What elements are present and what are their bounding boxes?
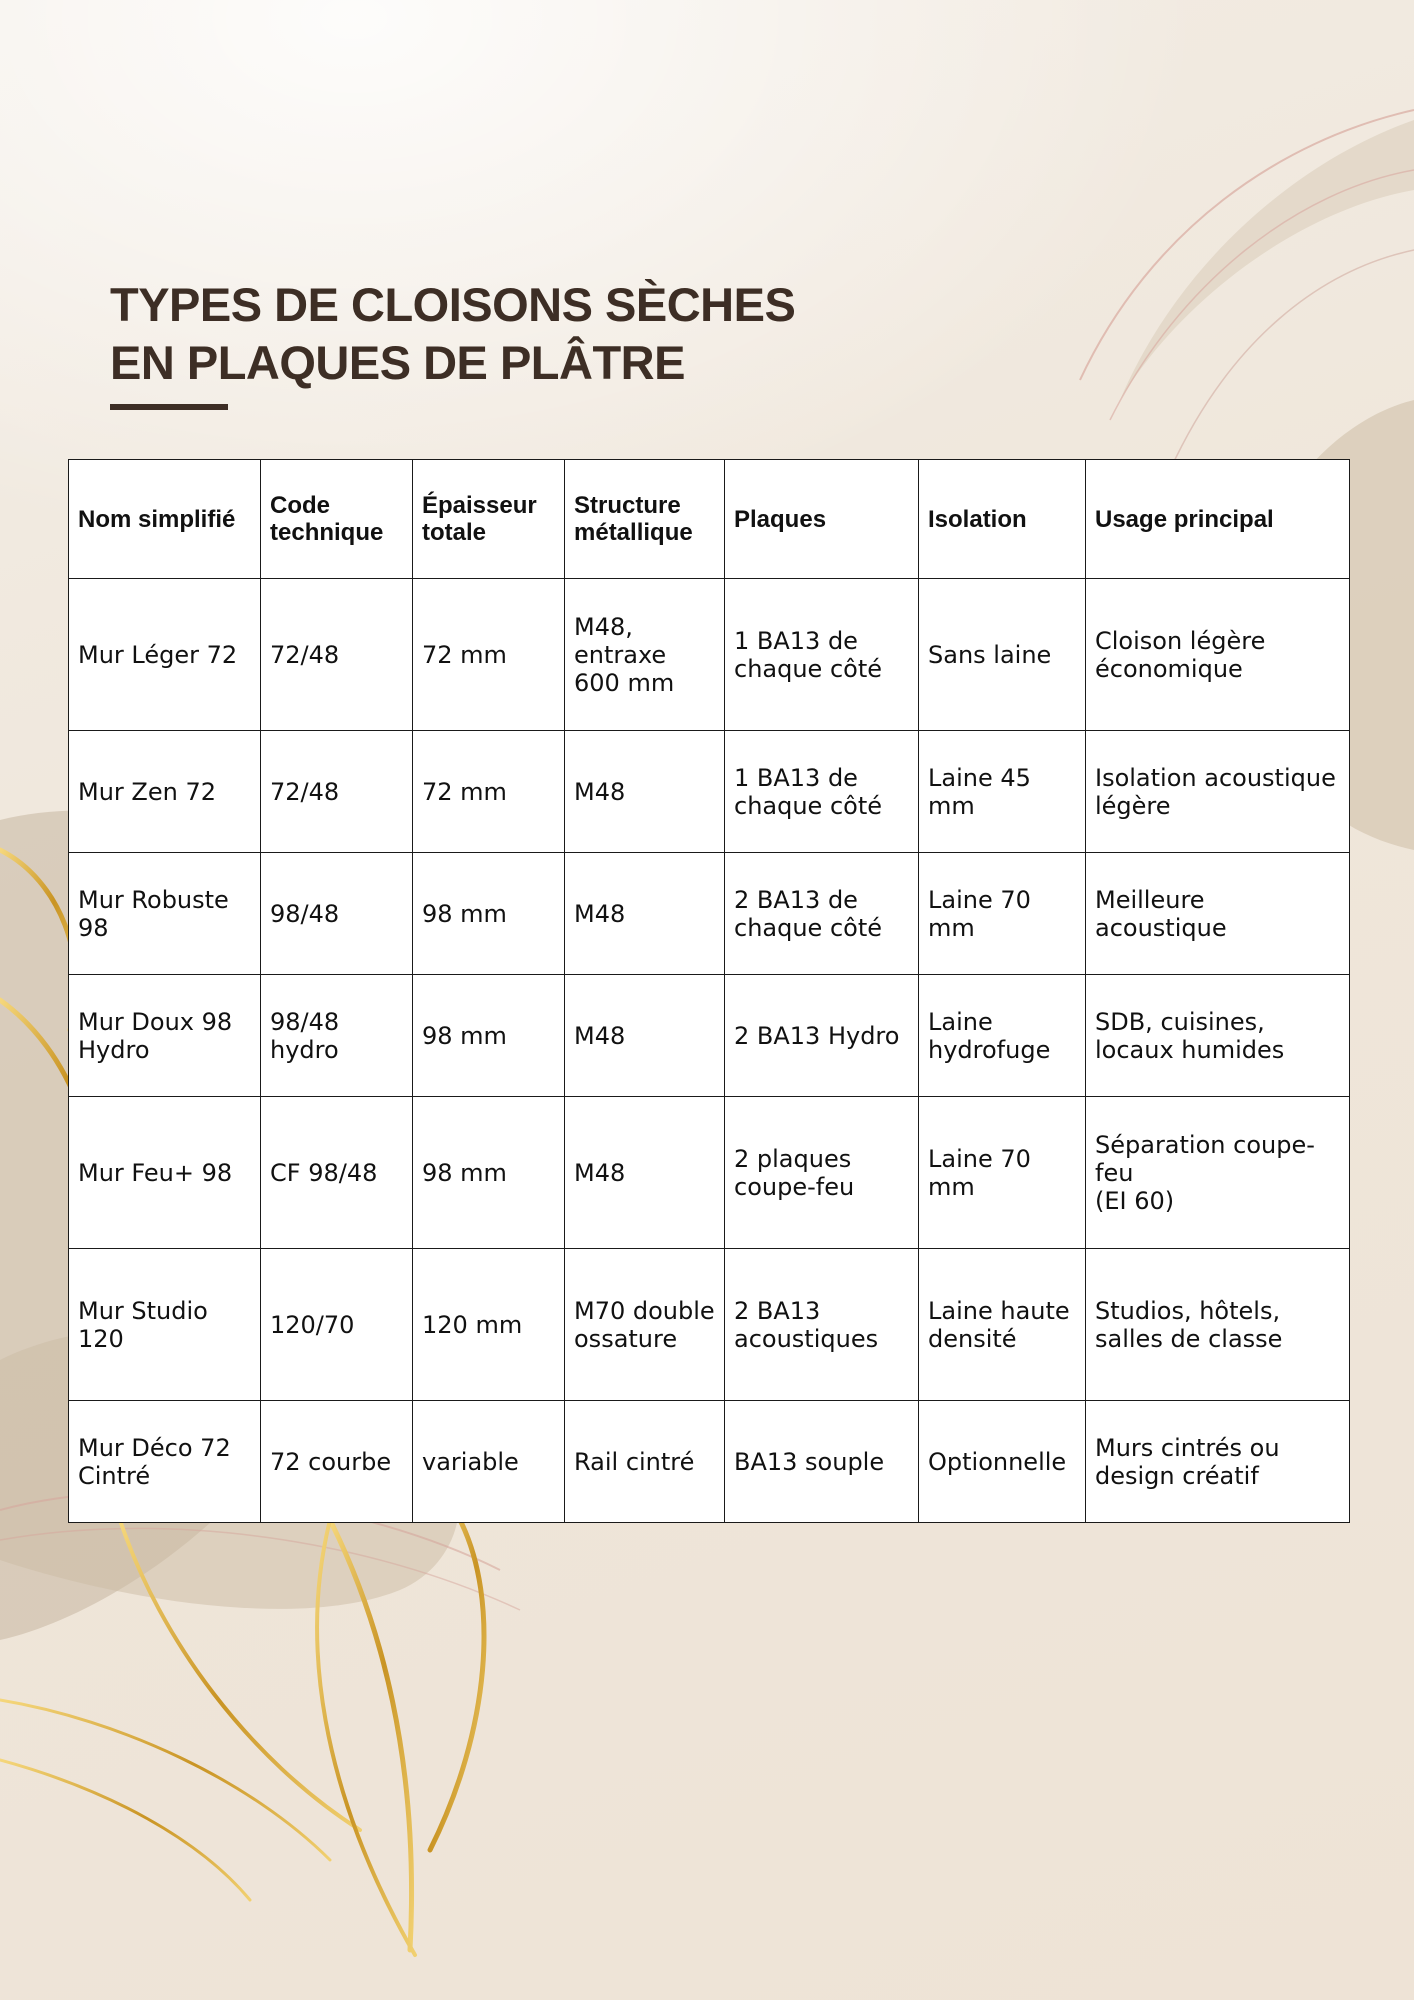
cell-nom: Mur Robuste 98 <box>69 853 261 975</box>
cell-plaques: 2 BA13 Hydro <box>725 975 919 1097</box>
table-row <box>69 1401 1350 1523</box>
cell-epaisseur: 98 mm <box>413 853 565 975</box>
header-epaisseur: Épaisseur totale <box>413 460 565 579</box>
table-row <box>69 731 1350 853</box>
cell-isolation: Laine hydrofuge <box>919 975 1086 1097</box>
cell-usage: SDB, cuisines, locaux humides <box>1086 975 1350 1097</box>
cell-structure: M70 double ossature <box>565 1249 725 1401</box>
table-row <box>69 1249 1350 1401</box>
table-row <box>69 579 1350 731</box>
cell-code: 72 courbe <box>261 1401 413 1523</box>
cell-nom: Mur Studio 120 <box>69 1249 261 1401</box>
cell-plaques: 1 BA13 de chaque côté <box>725 579 919 731</box>
header-isolation: Isolation <box>919 460 1086 579</box>
cell-isolation: Optionnelle <box>919 1401 1086 1523</box>
cell-isolation: Laine 70 mm <box>919 1097 1086 1249</box>
cell-epaisseur: 72 mm <box>413 579 565 731</box>
cell-structure: M48, entraxe 600 mm <box>565 579 725 731</box>
cell-nom: Mur Doux 98 Hydro <box>69 975 261 1097</box>
cell-plaques: 2 BA13 de chaque côté <box>725 853 919 975</box>
cell-usage: Meilleure acoustique <box>1086 853 1350 975</box>
cell-isolation: Sans laine <box>919 579 1086 731</box>
header-nom: Nom simplifié <box>69 460 261 579</box>
cell-code: 72/48 <box>261 579 413 731</box>
header-structure: Structure métallique <box>565 460 725 579</box>
cell-structure: M48 <box>565 1097 725 1249</box>
cell-usage: Séparation coupe-feu (EI 60) <box>1086 1097 1350 1249</box>
cell-plaques: BA13 souple <box>725 1401 919 1523</box>
header-usage: Usage principal <box>1086 460 1350 579</box>
title-line-1: TYPES DE CLOISONS SÈCHES <box>110 278 796 331</box>
cell-code: 72/48 <box>261 731 413 853</box>
cell-structure: M48 <box>565 731 725 853</box>
header-code: Code technique <box>261 460 413 579</box>
header-plaques: Plaques <box>725 460 919 579</box>
cell-isolation: Laine 45 mm <box>919 731 1086 853</box>
cell-code: 98/48 <box>261 853 413 975</box>
title-line-2: EN PLAQUES DE PLÂTRE <box>110 336 685 389</box>
cell-nom: Mur Zen 72 <box>69 731 261 853</box>
table-row <box>69 975 1350 1097</box>
cell-plaques: 2 BA13 acoustiques <box>725 1249 919 1401</box>
cell-code: CF 98/48 <box>261 1097 413 1249</box>
table-row <box>69 1097 1350 1249</box>
cell-plaques: 2 plaques coupe-feu <box>725 1097 919 1249</box>
cell-epaisseur: 98 mm <box>413 975 565 1097</box>
cell-usage: Studios, hôtels, salles de classe <box>1086 1249 1350 1401</box>
cell-nom: Mur Déco 72 Cintré <box>69 1401 261 1523</box>
cell-code: 98/48 hydro <box>261 975 413 1097</box>
cell-structure: M48 <box>565 853 725 975</box>
cell-nom: Mur Léger 72 <box>69 579 261 731</box>
cell-epaisseur: 120 mm <box>413 1249 565 1401</box>
cell-usage: Cloison légère économique <box>1086 579 1350 731</box>
cell-usage: Murs cintrés ou design créatif <box>1086 1401 1350 1523</box>
partition-types-table <box>68 459 1350 1523</box>
page-title <box>110 276 795 392</box>
cell-epaisseur: variable <box>413 1401 565 1523</box>
cell-structure: M48 <box>565 975 725 1097</box>
cell-epaisseur: 72 mm <box>413 731 565 853</box>
cell-usage: Isolation acoustique légère <box>1086 731 1350 853</box>
cell-plaques: 1 BA13 de chaque côté <box>725 731 919 853</box>
title-underline <box>110 404 228 410</box>
cell-isolation: Laine haute densité <box>919 1249 1086 1401</box>
table-row <box>69 853 1350 975</box>
cell-code: 120/70 <box>261 1249 413 1401</box>
table-header-row <box>69 460 1350 579</box>
cell-structure: Rail cintré <box>565 1401 725 1523</box>
cell-isolation: Laine 70 mm <box>919 853 1086 975</box>
cell-epaisseur: 98 mm <box>413 1097 565 1249</box>
cell-nom: Mur Feu+ 98 <box>69 1097 261 1249</box>
